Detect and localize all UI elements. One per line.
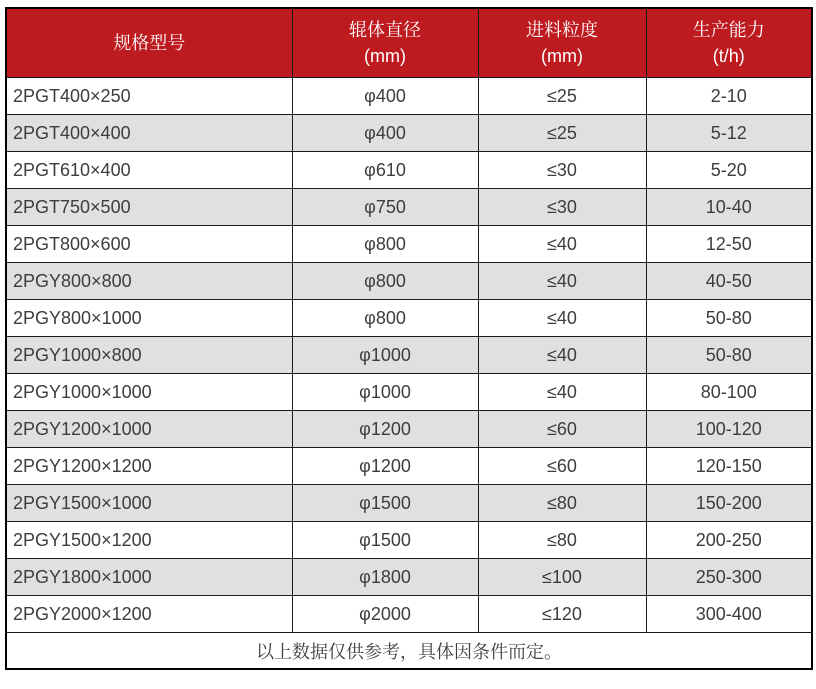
cell-feed-size: ≤25: [478, 115, 646, 152]
table-row: [6, 226, 812, 263]
table-row: [6, 448, 812, 485]
table-footer: [6, 633, 812, 670]
cell-feed-size: ≤100: [478, 559, 646, 596]
cell-feed-size: ≤25: [478, 78, 646, 115]
table-row: [6, 337, 812, 374]
specs-table: [5, 7, 813, 670]
column-unit: (mm): [364, 46, 406, 66]
cell-roller-diameter: φ1200: [292, 448, 478, 485]
header-row: [6, 8, 812, 78]
cell-capacity: 200-250: [646, 522, 812, 559]
cell-model: 2PGY1200×1000: [6, 411, 292, 448]
cell-feed-size: ≤120: [478, 596, 646, 633]
cell-model: 2PGY1500×1200: [6, 522, 292, 559]
cell-model: 2PGY1200×1200: [6, 448, 292, 485]
cell-capacity: 12-50: [646, 226, 812, 263]
table-row: [6, 152, 812, 189]
cell-roller-diameter: φ2000: [292, 596, 478, 633]
cell-feed-size: ≤60: [478, 411, 646, 448]
column-unit: (t/h): [712, 46, 745, 66]
table-row: [6, 522, 812, 559]
table-body: [6, 78, 812, 633]
cell-capacity: 50-80: [646, 337, 812, 374]
cell-model: 2PGY1000×1000: [6, 374, 292, 411]
cell-feed-size: ≤40: [478, 337, 646, 374]
cell-roller-diameter: φ1500: [292, 522, 478, 559]
cell-roller-diameter: φ800: [292, 226, 478, 263]
column-title: 辊体直径: [349, 20, 421, 40]
table-row: [6, 411, 812, 448]
cell-roller-diameter: φ610: [292, 152, 478, 189]
cell-capacity: 250-300: [646, 559, 812, 596]
cell-feed-size: ≤60: [478, 448, 646, 485]
cell-feed-size: ≤30: [478, 152, 646, 189]
column-title: 规格型号: [113, 33, 186, 53]
table-row: [6, 78, 812, 115]
column-title: 进料粒度: [526, 20, 598, 40]
table-row: [6, 559, 812, 596]
table-row: [6, 263, 812, 300]
cell-capacity: 150-200: [646, 485, 812, 522]
cell-feed-size: ≤40: [478, 374, 646, 411]
cell-roller-diameter: φ800: [292, 300, 478, 337]
table-row: [6, 374, 812, 411]
table-row: [6, 115, 812, 152]
cell-model: 2PGT610×400: [6, 152, 292, 189]
cell-capacity: 2-10: [646, 78, 812, 115]
cell-capacity: 5-12: [646, 115, 812, 152]
cell-model: 2PGY800×800: [6, 263, 292, 300]
cell-capacity: 300-400: [646, 596, 812, 633]
cell-roller-diameter: φ400: [292, 78, 478, 115]
cell-roller-diameter: φ1000: [292, 374, 478, 411]
cell-feed-size: ≤80: [478, 522, 646, 559]
table-row: [6, 596, 812, 633]
table-row: [6, 300, 812, 337]
cell-model: 2PGT400×400: [6, 115, 292, 152]
cell-capacity: 40-50: [646, 263, 812, 300]
cell-model: 2PGY2000×1200: [6, 596, 292, 633]
cell-roller-diameter: φ1000: [292, 337, 478, 374]
cell-capacity: 5-20: [646, 152, 812, 189]
cell-feed-size: ≤30: [478, 189, 646, 226]
cell-model: 2PGY800×1000: [6, 300, 292, 337]
cell-roller-diameter: φ1500: [292, 485, 478, 522]
cell-model: 2PGY1000×800: [6, 337, 292, 374]
specs-table-container: [5, 7, 813, 670]
column-header-model: [6, 8, 292, 78]
cell-roller-diameter: φ800: [292, 263, 478, 300]
cell-feed-size: ≤80: [478, 485, 646, 522]
cell-feed-size: ≤40: [478, 226, 646, 263]
table-footnote: 以上数据仅供参考，具体因条件而定。: [6, 633, 812, 670]
column-header-capacity: [646, 8, 812, 78]
cell-model: 2PGT400×250: [6, 78, 292, 115]
cell-roller-diameter: φ1200: [292, 411, 478, 448]
cell-roller-diameter: φ1800: [292, 559, 478, 596]
cell-model: 2PGY1800×1000: [6, 559, 292, 596]
cell-capacity: 50-80: [646, 300, 812, 337]
cell-capacity: 100-120: [646, 411, 812, 448]
cell-model: 2PGT750×500: [6, 189, 292, 226]
cell-feed-size: ≤40: [478, 263, 646, 300]
cell-capacity: 120-150: [646, 448, 812, 485]
column-header-feed_size: [478, 8, 646, 78]
table-header: [6, 8, 812, 78]
cell-capacity: 80-100: [646, 374, 812, 411]
cell-capacity: 10-40: [646, 189, 812, 226]
column-title: 生产能力: [692, 20, 765, 40]
table-row: [6, 189, 812, 226]
table-row: [6, 485, 812, 522]
footnote-row: [6, 633, 812, 670]
column-header-roller_diameter: [292, 8, 478, 78]
cell-feed-size: ≤40: [478, 300, 646, 337]
cell-model: 2PGT800×600: [6, 226, 292, 263]
column-unit: (mm): [541, 46, 583, 66]
cell-roller-diameter: φ400: [292, 115, 478, 152]
cell-roller-diameter: φ750: [292, 189, 478, 226]
cell-model: 2PGY1500×1000: [6, 485, 292, 522]
